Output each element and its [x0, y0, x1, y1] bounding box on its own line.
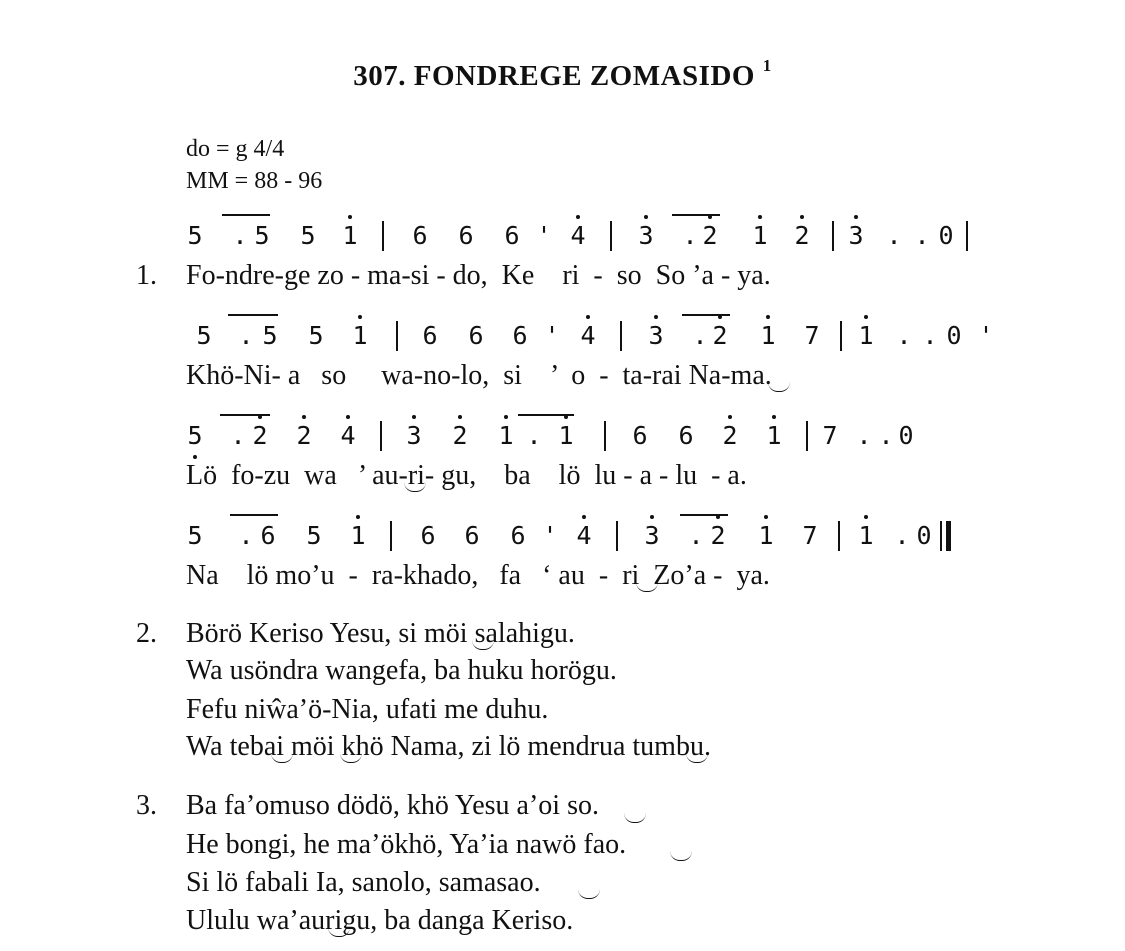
barline	[806, 421, 808, 451]
slur-mark	[670, 851, 692, 861]
note-symbol: 1	[750, 219, 770, 253]
note-symbol: 5	[187, 221, 203, 250]
barline	[390, 521, 392, 551]
note-symbol: .	[688, 521, 704, 550]
note-symbol: 5	[254, 221, 270, 250]
stanza-line: Fefu niŵa’ö-Nia, ufati me duhu.	[186, 694, 549, 725]
note-symbol: 6	[464, 521, 480, 550]
tempo-marking: MM = 88 - 96	[186, 168, 323, 194]
note-symbol: .	[526, 421, 542, 450]
note-symbol: 0	[898, 421, 914, 450]
verse-number: 1.	[136, 260, 157, 291]
barline	[620, 321, 622, 351]
note-symbol: 2	[294, 419, 314, 453]
note-symbol: 5	[308, 321, 324, 350]
note-symbol: 1	[856, 319, 876, 353]
note-symbol: '	[542, 521, 558, 550]
notation-row-1	[0, 219, 1125, 253]
hymn-title	[0, 56, 1125, 93]
barline	[840, 321, 842, 351]
slur-mark	[578, 889, 600, 899]
note-symbol: 6	[510, 521, 526, 550]
note-symbol: 3	[646, 319, 666, 353]
note-symbol: .	[896, 321, 912, 350]
note-symbol: .	[886, 221, 902, 250]
note-symbol: 6	[420, 521, 436, 550]
note-symbol: 2	[450, 419, 470, 453]
stanza-line: He bongi, he ma’ökhö, Ya’ia nawö fao.	[186, 829, 627, 860]
barline	[396, 321, 398, 351]
note-symbol: 0	[916, 521, 932, 550]
beam	[220, 414, 270, 416]
lyric-line: Khö-Ni- a so wa-no-lo, si ’ o - ta-rai Na-ma.	[186, 360, 772, 391]
note-symbol: 1	[556, 419, 576, 453]
note-symbol: 3	[642, 519, 662, 553]
note-symbol: 3	[404, 419, 424, 453]
note-symbol: 3	[846, 219, 866, 253]
beam	[682, 314, 730, 316]
note-symbol: '	[536, 221, 552, 250]
note-symbol: 6	[632, 421, 648, 450]
beam	[518, 414, 574, 416]
note-symbol: 5	[187, 521, 203, 550]
stanza-line: Börö Keriso Yesu, si möi salahigu.	[186, 618, 575, 649]
note-symbol: 3	[636, 219, 656, 253]
note-symbol: .	[856, 421, 872, 450]
note-symbol: 4	[578, 319, 598, 353]
beam	[222, 214, 270, 216]
stanza-line: Ululu wa’aurigu, ba danga Keriso.	[186, 905, 574, 936]
note-symbol: 6	[260, 521, 276, 550]
note-symbol: 6	[422, 321, 438, 350]
title-text: 307. FONDREGE ZOMASIDO	[353, 60, 755, 92]
beam	[680, 514, 728, 516]
beam	[230, 514, 278, 516]
note-symbol: 5	[262, 321, 278, 350]
note-symbol: 2	[250, 419, 270, 453]
note-symbol: .	[894, 521, 910, 550]
note-symbol: .	[692, 321, 708, 350]
note-symbol: 6	[512, 321, 528, 350]
stanza-line: Ba fa’omuso dödö, khö Yesu a’oi so.	[186, 790, 599, 821]
note-symbol: 4	[338, 419, 358, 453]
note-symbol: '	[544, 321, 560, 350]
note-symbol: 5	[300, 221, 316, 250]
key-signature: do = g 4/4	[186, 136, 285, 162]
note-symbol: 1	[756, 519, 776, 553]
notation-row-3	[0, 419, 1125, 453]
footnote-mark: 1	[762, 56, 772, 75]
notation-row-4	[0, 519, 1125, 553]
note-symbol: 4	[574, 519, 594, 553]
note-symbol: 2	[708, 519, 728, 553]
stanza-line: Wa tebai möi khö Nama, zi lö mendrua tumbu.	[186, 731, 711, 762]
note-symbol: 1	[340, 219, 360, 253]
note-symbol: 5	[196, 321, 212, 350]
barline	[838, 521, 840, 551]
note-symbol: '	[978, 321, 994, 350]
note-symbol: 2	[700, 219, 720, 253]
note-symbol: 6	[412, 221, 428, 250]
barline	[382, 221, 384, 251]
note-symbol: 2	[792, 219, 812, 253]
note-symbol: 1	[496, 419, 516, 453]
note-symbol: 1	[348, 519, 368, 553]
lyric-line: Na lö mo’u - ra-khado, fa ‘ au - ri Zo’a - ya.	[186, 560, 770, 591]
note-symbol: 6	[504, 221, 520, 250]
note-symbol: 6	[678, 421, 694, 450]
barline	[966, 221, 968, 251]
note-symbol: .	[238, 521, 254, 550]
note-symbol: 0	[938, 221, 954, 250]
note-symbol: 7	[804, 321, 820, 350]
barline	[616, 521, 618, 551]
barline	[604, 421, 606, 451]
verse-number: 2.	[136, 618, 157, 649]
beam	[672, 214, 720, 216]
barline	[380, 421, 382, 451]
note-symbol: 5	[185, 419, 205, 453]
note-symbol: 0	[946, 321, 962, 350]
beam	[228, 314, 278, 316]
note-symbol: 2	[710, 319, 730, 353]
note-symbol: .	[238, 321, 254, 350]
barline	[610, 221, 612, 251]
note-symbol: 1	[764, 419, 784, 453]
note-symbol: 2	[720, 419, 740, 453]
note-symbol: 4	[568, 219, 588, 253]
note-symbol: 7	[802, 521, 818, 550]
slur-mark	[624, 813, 646, 823]
note-symbol: 6	[468, 321, 484, 350]
final-barline	[946, 521, 951, 551]
lyric-line: Fo-ndre-ge zo - ma-si - do, Ke ri - so So ’a - ya.	[186, 260, 771, 291]
note-symbol: .	[914, 221, 930, 250]
note-symbol: 7	[822, 421, 838, 450]
note-symbol: 1	[350, 319, 370, 353]
note-symbol: .	[878, 421, 894, 450]
note-symbol: 6	[458, 221, 474, 250]
note-symbol: 1	[856, 519, 876, 553]
note-symbol: .	[232, 221, 248, 250]
barline	[832, 221, 834, 251]
verse-number: 3.	[136, 790, 157, 821]
stanza-line: Wa usöndra wangefa, ba huku horögu.	[186, 655, 617, 686]
notation-row-2	[0, 319, 1125, 353]
note-symbol: .	[230, 421, 246, 450]
note-symbol: .	[682, 221, 698, 250]
note-symbol: 1	[758, 319, 778, 353]
stanza-line: Si lö fabali Ia, sanolo, samasao.	[186, 867, 541, 898]
lyric-line: Lö fo-zu wa ’ au-ri- gu, ba lö lu - a - lu - a.	[186, 460, 747, 491]
note-symbol: 5	[306, 521, 322, 550]
note-symbol: .	[922, 321, 938, 350]
